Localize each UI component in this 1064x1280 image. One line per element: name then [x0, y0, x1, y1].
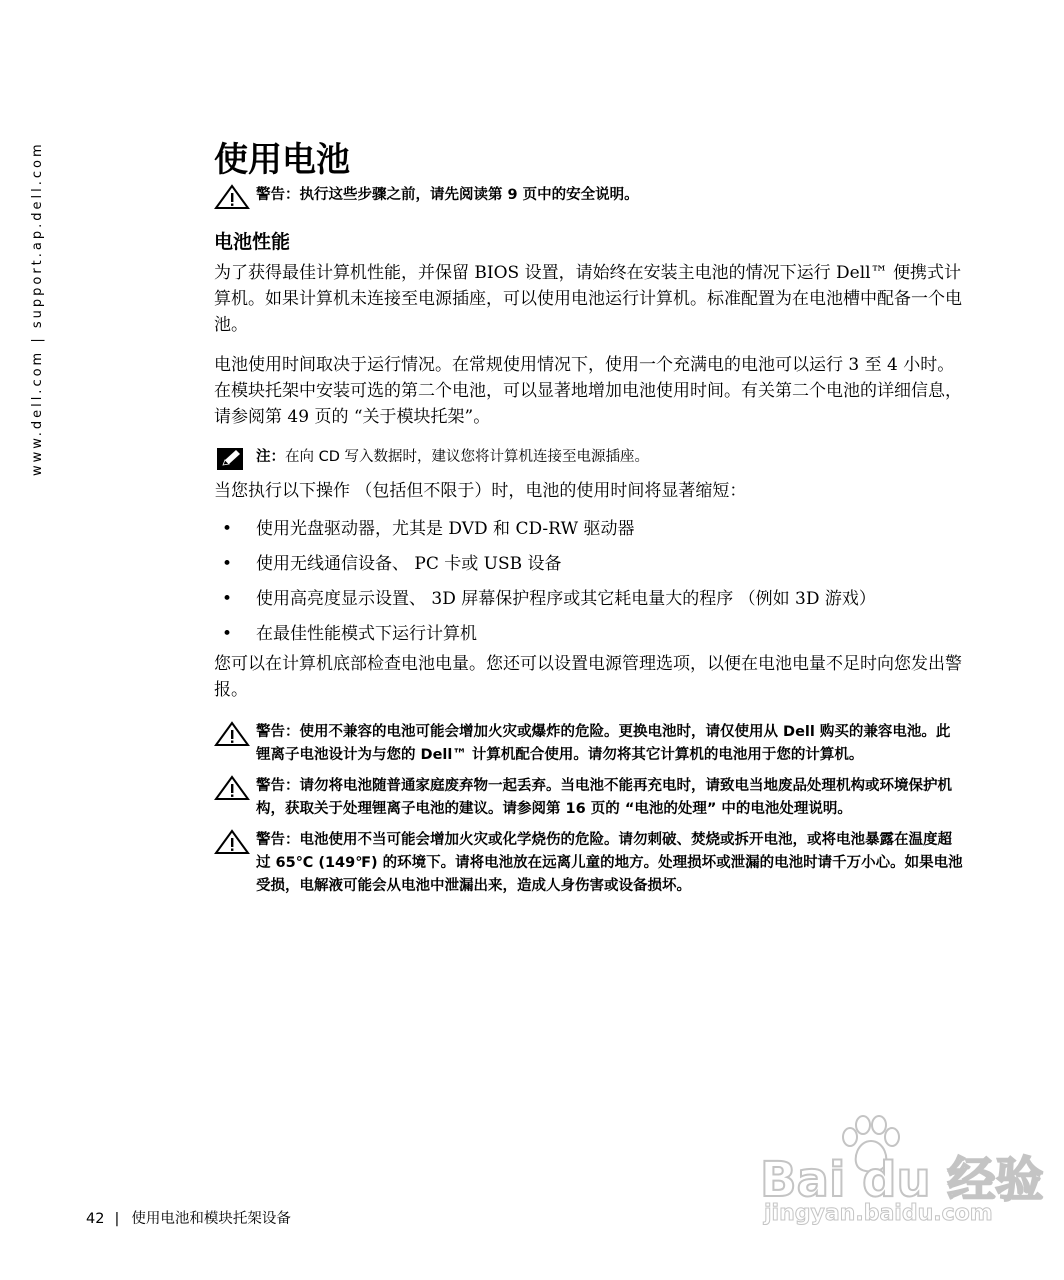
- list-item: [214, 516, 964, 551]
- warning-icon: [214, 775, 250, 801]
- list-intro: 当您执行以下操作 （包括但不限于）时，电池的使用时间将显著缩短：: [214, 481, 747, 501]
- bullet-mark: •: [222, 624, 233, 644]
- bullet-mark: •: [222, 554, 233, 574]
- watermark-url: jingyan.baidu.com: [764, 1201, 993, 1226]
- warning-body: 电池使用不当可能会增加火灾或化学烧伤的危险。请勿刺破、焚烧或拆开电池，或将电池暴露在温度超过 65℃ (149℉) 的环境下。请将电池放在远离儿童的地方。处理损坏或泄漏的电池时请千万小心。如果电池受损，电解液可能会从电池中泄漏出来，造成人身伤害或设备损坏。: [256, 832, 963, 894]
- list-item: [214, 551, 964, 586]
- note-body: 在向 CD 写入数据时，建议您将计算机连接至电源插座。: [285, 449, 650, 465]
- warning-label: 警告：: [256, 187, 300, 203]
- warning-label: 警告：: [256, 778, 300, 794]
- footer-separator: |: [114, 1211, 120, 1227]
- list-item: [214, 586, 964, 621]
- section-heading: 电池性能: [214, 231, 291, 253]
- note: [214, 446, 964, 472]
- list-item-text: 使用高亮度显示设置、 3D 屏幕保护程序或其它耗电量大的程序 （例如 3D 游戏）: [256, 589, 876, 609]
- page-title: 使用电池: [214, 140, 350, 180]
- warning-text: [256, 829, 964, 898]
- warning-incompatible-battery: [214, 721, 964, 767]
- chapter-title: 使用电池和模块托架设备: [131, 1211, 291, 1227]
- bullet-list: [214, 516, 964, 656]
- warning-text: [256, 721, 964, 767]
- note-label: 注：: [256, 449, 285, 465]
- warning-body: 执行这些步骤之前，请先阅读第 9 页中的安全说明。: [299, 187, 639, 203]
- warning-body: 请勿将电池随普通家庭废弃物一起丢弃。当电池不能再充电时，请致电当地废品处理机构或环境保护机构，获取关于处理锂离子电池的建议。请参阅第 16 页的 “电池的处理” 中的电池处理说明。: [256, 778, 952, 817]
- warning-battery-disposal: [214, 775, 964, 821]
- side-url-text: www.dell.com | support.ap.dell.com: [30, 141, 45, 476]
- baidu-watermark: [740, 1115, 1044, 1235]
- pencil-note-icon: [214, 446, 250, 472]
- warning-body: 使用不兼容的电池可能会增加火灾或爆炸的危险。更换电池时，请仅使用从 Dell 购买的兼容电池。此锂离子电池设计为与您的 Dell™ 计算机配合使用。请勿将其它计算机的电池用于您的计算机。: [256, 724, 951, 763]
- list-item-text: 在最佳性能模式下运行计算机: [256, 624, 477, 644]
- list-item-text: 使用光盘驱动器，尤其是 DVD 和 CD-RW 驱动器: [256, 519, 635, 539]
- warning-icon: [214, 184, 250, 210]
- warning-label: 警告：: [256, 832, 300, 848]
- list-item-text: 使用无线通信设备、 PC 卡或 USB 设备: [256, 554, 562, 574]
- page-content: [214, 138, 964, 898]
- warning-label: 警告：: [256, 724, 300, 740]
- warning-text: [256, 775, 964, 821]
- safety-warning: [214, 184, 964, 210]
- note-text: [256, 446, 649, 469]
- page-footer: [86, 1207, 291, 1228]
- paragraph-1: 为了获得最佳计算机性能，并保留 BIOS 设置，请始终在安装主电池的情况下运行 Dell™ 便携式计算机。如果计算机未连接至电源插座，可以使用电池运行计算机。标准配置为在电池槽中配备一个电池。: [214, 263, 962, 335]
- warning-icon: [214, 721, 250, 747]
- bullet-mark: •: [222, 519, 233, 539]
- warning-battery-misuse: [214, 829, 964, 898]
- watermark-brand: Bai du 经验: [760, 1152, 1044, 1208]
- warning-icon: [214, 829, 250, 855]
- page-number: 42: [86, 1211, 105, 1227]
- bullet-mark: •: [222, 589, 233, 609]
- list-item: [214, 621, 964, 656]
- closing-paragraph: 您可以在计算机底部检查电池电量。您还可以设置电源管理选项，以便在电池电量不足时向您发出警报。: [214, 654, 962, 700]
- paragraph-2: 电池使用时间取决于运行情况。在常规使用情况下，使用一个充满电的电池可以运行 3 至 4 小时。在模块托架中安装可选的第二个电池，可以显著地增加电池使用时间。有关第二个电池的详细信息，请参阅第 49 页的 “关于模块托架”。: [214, 355, 962, 427]
- safety-warning-text: [256, 184, 639, 207]
